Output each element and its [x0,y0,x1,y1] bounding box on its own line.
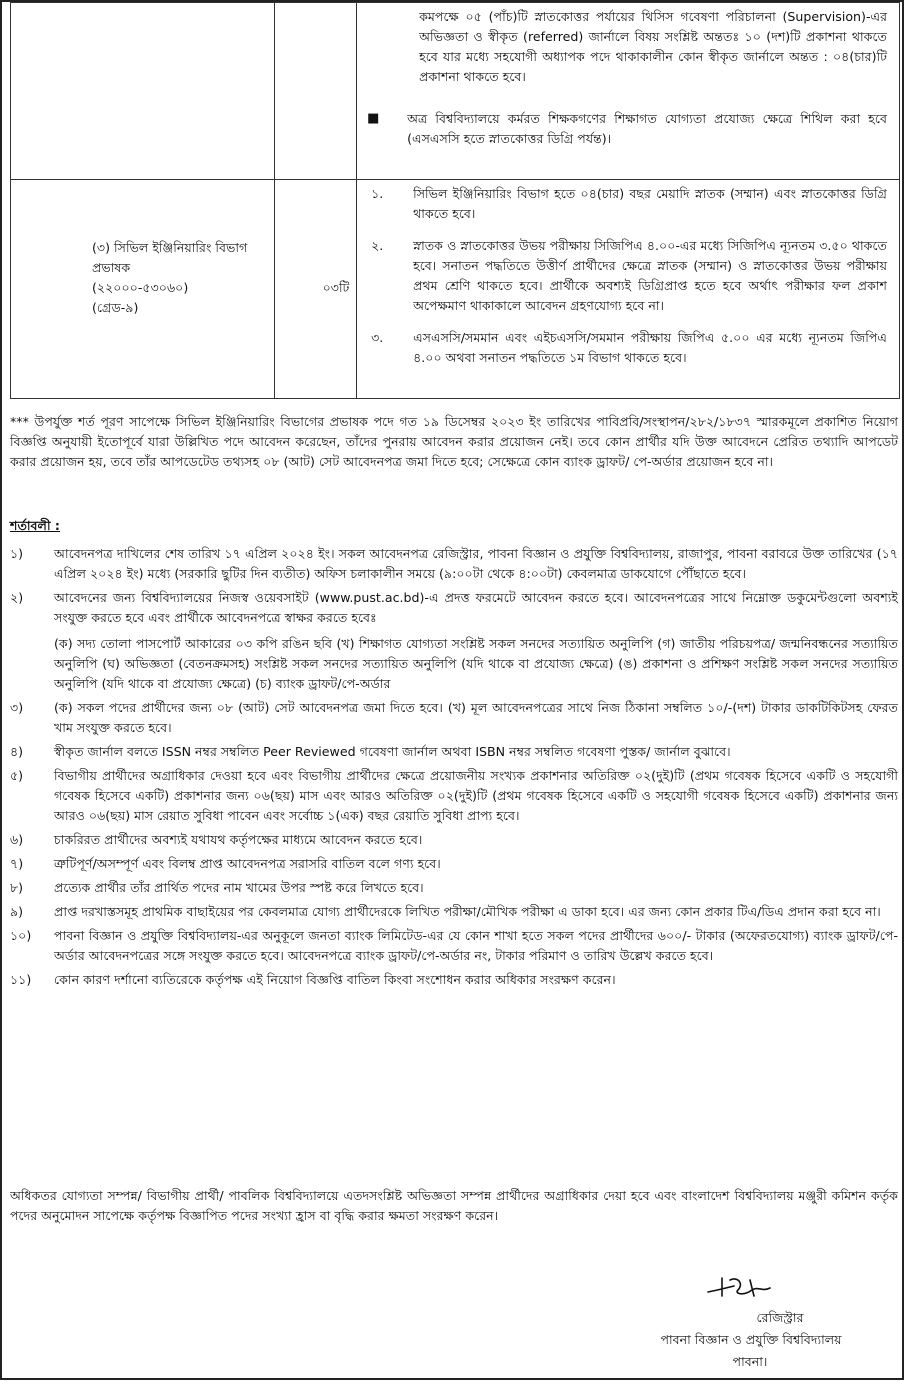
condition-number: ১১) [10,972,32,987]
condition-item [10,766,898,826]
requirement-text: সিভিল ইঞ্জিনিয়ারিং বিভাগ হতে ০৪(চার) বছর মেয়াদি স্নাতক (সম্মান) এবং স্নাতকোত্তর ডিগ্রি থাকতে হবে। [413,186,887,221]
requirement-text: স্নাতক ও স্নাতকোত্তর উভয় পরীক্ষায় সিজিপিএ ৪.০০-এর মধ্যে সিজিপিএ ন্যূনতম ৩.৫০ থাকতে হবে। সনাতন পদ্ধতিতে উত্তীর্ণ প্রার্থীদের ক্ষেত্রে স্নাতক (সম্মান) ও স্নাতকোত্তর উভয় পরীক্ষায় প্রথম শ্রেণি থাকতে হবে। প্রার্থীকে অবশ্যই ডিগ্রিপ্রাপ্ত হতে হবে অর্থাৎ পরীক্ষার ফল প্রকাশ অপেক্ষমাণ থাকাকালে আবেদন গ্রহণযোগ্য হবে না। [413,238,887,313]
requirements-cell [357,180,900,399]
condition-text: স্বীকৃত জার্নাল বলতে ISSN নম্বর সম্বলিত Peer Reviewed গবেষণা জার্নাল অথবা ISBN নম্বর সম্বলিত গবেষণা পুস্তক/ জার্নাল বুঝাবে। [54,744,731,759]
condition-item [10,698,898,738]
requirement-text: এসএসসি/সমমান এবং এইচএসসি/সমমান পরীক্ষায় জিপিএ ৫.০০ এর মধ্যে ন্যূনতম জিপিএ ৪.০০ অথবা সনাতন পদ্ধতিতে ১ম বিভাগ থাকতে হবে। [413,330,887,365]
condition-text: আবেদনপত্র দাখিলের শেষ তারিখ ১৭ এপ্রিল ২০২৪ ইং। সকল আবেদনপত্র রেজিস্ট্রার, পাবনা বিজ্ঞান ও প্রযুক্তি বিশ্ববিদ্যালয়, রাজাপুর, পাবনা বরাবরে উক্ত তারিখের (১৭ এপ্রিল ২০২৪ ইং) মধ্যে (সরকারি ছুটির দিন ব্যতীত) অফিস চলাকালীন সময়ে (৯:০০টা থেকে ৪:০০টা) কেবলমাত্র ডাকযোগে পৌঁছাতে হবে। [54,546,898,581]
requirement-number: ১. [371,186,384,201]
signature-organization: পাবনা বিজ্ঞান ও প্রযুক্তি বিশ্ববিদ্যালয় [660,1332,842,1347]
condition-text: প্রাপ্ত দরখাস্তসমূহ প্রাথমিক বাছাইয়ের পর কেবলমাত্র যোগ্য প্রার্থীদেরকে লিখিত পরীক্ষা/মৌখিক পরীক্ষা এ ডাকা হবে। এর জন্য কোন প্রকার টিএ/ডিএ প্রদান করা হবে না। [54,904,881,919]
posts-table [10,2,900,399]
count-cell [274,3,357,180]
post-rank: প্রভাষক [92,260,131,275]
conditions-heading: শর্তাবলী : [10,518,60,533]
required-documents: (ক) সদ্য তোলা পাসপোর্ট আকারের ০৩ কপি রঙিন ছবি (খ) শিক্ষাগত যোগ্যতা সংশ্লিষ্ট সকল সনদের সত্যায়িত অনুলিপি (গ) জাতীয় পরিচয়পত্র/ জন্মনিবন্ধনের সত্যায়িত অনুলিপি (ঘ) অভিজ্ঞতা (বেতনক্রমসহ) সংশ্লিষ্ট সকল সনদের সত্যায়িত অনুলিপি (যদি থাকে বা প্রযোজ্য ক্ষেত্রে) (ঙ) প্রকাশনা ও প্রশিক্ষণ সংশ্লিষ্ট সকল সনদের সত্যায়িত অনুলিপি (যদি থাকে বা প্রযোজ্য ক্ষেত্রে) (চ) ব্যাংক ড্রাফট/পে-অর্ডার [54,636,898,691]
condition-number: ২) [10,590,24,605]
requirement-number: ৩. [371,330,384,345]
condition-number: ৭) [10,856,24,871]
condition-number: ৩) [10,700,24,715]
requirement-continued: কমপক্ষে ০৫ (পাঁচ)টি স্নাতকোত্তর পর্যায়ের থিসিস গবেষণা পরিচালনা (Supervision)-এর অভিজ্ঞতা ও স্বীকৃত (referred) জার্নালে বিষয় সংশ্লিষ্ট অন্ততঃ ১০ (দশ)টি প্রকাশনা থাকতে হবে যার মধ্যে সহযোগী অধ্যাপক পদে থাকাকালীন কোন স্বীকৃত জার্নালে অন্তত : ০৪(চার)টি প্রকাশনা থাকতে হবে। [419,9,887,84]
condition-number: ৬) [10,832,24,847]
requirement-item [371,184,887,224]
bullet-text: অত্র বিশ্ববিদ্যালয়ে কর্মরত শিক্ষকগণের শিক্ষাগত যোগ্যতা প্রযোজ্য ক্ষেত্রে শিথিল করা হবে (এসএসসি হতে স্নাতকোত্তর ডিগ্রি পর্যন্ত)। [407,111,887,146]
requirement-item [371,236,887,316]
square-bullet-icon: ■ [367,111,380,126]
conditions-list [10,544,898,994]
condition-text: চাকরিরত প্রার্থীদের অবশ্যই যথাযথ কর্তৃপক্ষের মাধ্যমে আবেদন করতে হবে। [54,832,423,847]
requirement-number: ২. [371,238,384,253]
final-note: অধিকতর যোগ্যতা সম্পন্ন/ বিভাগীয় প্রার্থী/ পাবলিক বিশ্ববিদ্যালয়ে এতদসংশ্লিষ্ট অভিজ্ঞতা সম্পন্ন প্রার্থীদের অগ্রাধিকার দেয়া হবে এবং বাংলাদেশ বিশ্ববিদ্যালয় মঞ্জুরী কমিশন কর্তৃক পদের অনুমোদন সাপেক্ষে কর্তৃপক্ষ বিজ্ঞাপিত পদের সংখ্যা হ্রাস বা বৃদ্ধি করার ক্ষমতা সংরক্ষণ করেন। [10,1188,898,1223]
condition-item [10,902,898,922]
condition-text: আবেদনের জন্য বিশ্ববিদ্যালয়ের নিজস্ব ওয়েবসাইট (www.pust.ac.bd)-এ প্রদত্ত ফরমেটে আবেদন করতে হবে। আবেদনপত্রের সাথে নিম্নোক্ত ডকুমেন্টগুলো অবশ্যই সংযুক্ত করতে হবে এবং প্রার্থীকে আবেদনপত্রে স্বাক্ষর করতে হবেঃ [54,590,898,625]
signature-place: পাবনা। [732,1354,768,1369]
condition-number: ১০) [10,928,32,943]
previous-applicants-note: *** উপর্যুক্ত শর্ত পূরণ সাপেক্ষে সিভিল ইঞ্জিনিয়ারিং বিভাগের প্রভাষক পদে গত ১৯ ডিসেম্বর ২০২৩ ইং তারিখের পাবিপ্রবি/সংস্থাপন/২৮২/১৮৩৭ স্মারকমূলে প্রকাশিত নিয়োগ বিজ্ঞপ্তি অনুযায়ী ইতোপূর্বে যারা উল্লিখিত পদে আবেদন করেছেন, তাঁদের পুনরায় আবেদন করার প্রয়োজন নেই। তবে কোন প্রার্থীর যদি উক্ত আবেদনে প্রেরিত তথ্যাদি আপডেট করার প্রয়োজন হয়, তবে তাঁর আপডেটেড তথ্যসহ ০৮ (আট) সেট আবেদনপত্র জমা দিতে হবে; সেক্ষেত্রে কোন ব্যাংক ড্রাফট/ পে-অর্ডার প্রয়োজন হবে না। [10,414,898,469]
condition-text: কোন কারণ দর্শানো ব্যতিরেকে কর্তৃপক্ষ এই নিয়োগ বিজ্ঞপ্তি বাতিল কিংবা সংশোধন করার অধিকার সংরক্ষণ করেন। [54,972,616,987]
condition-text: (ক) সকল পদের প্রার্থীদের জন্য ০৮ (আট) সেট আবেদনপত্র জমা দিতে হবে। (খ) মূল আবেদনপত্রের সাথে নিজ ঠিকানা সম্বলিত ১০/-(দশ) টাকার ডাকটিকিটসহ ফেরত খাম সংযুক্ত করতে হবে। [54,700,898,735]
condition-text: ত্রুটিপূর্ণ/অসম্পূর্ণ এবং বিলম্ব প্রাপ্ত আবেদনপত্র সরাসরি বাতিল বলে গণ্য হবে। [54,856,441,871]
condition-item [10,742,898,762]
condition-item [10,588,898,694]
condition-number: ১) [10,546,24,561]
signature-mark [704,1272,774,1302]
post-count: ০৩টি [322,280,350,295]
condition-item [10,830,898,850]
post-title [92,238,272,318]
condition-item [10,878,898,898]
table-row [11,3,900,180]
signature-title: রেজিস্ট্রার [756,1310,804,1325]
condition-number: ৪) [10,744,24,759]
condition-number: ৯) [10,904,24,919]
condition-item [10,854,898,874]
post-pay-scale: (২২০০০-৫৩০৬০) [92,280,189,295]
condition-text: বিভাগীয় প্রার্থীদের অগ্রাধিকার দেওয়া হবে এবং বিভাগীয় প্রার্থীদের ক্ষেত্রে প্রয়োজনীয় সংখ্যক প্রকাশনার অতিরিক্ত ০২(দুই)টি (প্রথম গবেষক হিসেবে একটি ও সহযোগী গবেষক হিসেবে একটি) প্রকাশনার জন্য ০৬(ছয়) মাস এবং আরও অতিরিক্ত ০২(দুই)টি (প্রথম গবেষক হিসেবে একটি ও সহযোগী গবেষক হিসেবে একটি) প্রকাশনার জন্য আরও ০৬(ছয়) মাস রেয়াত সুবিধা পাবেন এবং সর্বোচ্চ ১(এক) বছর রেয়াতি সুবিধা প্রাপ্য হবে। [54,768,898,823]
condition-item [10,544,898,584]
post-department: (৩) সিভিল ইঞ্জিনিয়ারিং বিভাগ [92,240,248,255]
bullet-item [367,109,887,149]
condition-item [10,970,898,990]
condition-text: প্রত্যেক প্রার্থীর তাঁর প্রার্থিত পদের নাম খামের উপর স্পষ্ট করে লিখতে হবে। [54,880,424,895]
condition-body [54,588,898,694]
condition-text: পাবনা বিজ্ঞান ও প্রযুক্তি বিশ্ববিদ্যালয়-এর অনুকূলে জনতা ব্যাংক লিমিটেড-এর যে কোন শাখা হতে সকল পদের প্রার্থীদের ৬০০/- টাকার (অফেরতযোগ্য) ব্যাংক ড্রাফট/পে-অর্ডার আবেদনপত্রের সঙ্গে সংযুক্ত করতে হবে। আবেদনপত্রে ব্যাংক ড্রাফট/পে-অর্ডার নং, টাকার পরিমাণ ও তারিখ উল্লেখ করতে হবে। [54,928,898,963]
condition-number: ৮) [10,880,24,895]
condition-item [10,926,898,966]
requirement-item [371,328,887,368]
post-grade: (গ্রেড-৯) [92,300,139,315]
condition-number: ৫) [10,768,24,783]
requirements-cell [357,3,900,180]
post-cell [11,3,275,180]
